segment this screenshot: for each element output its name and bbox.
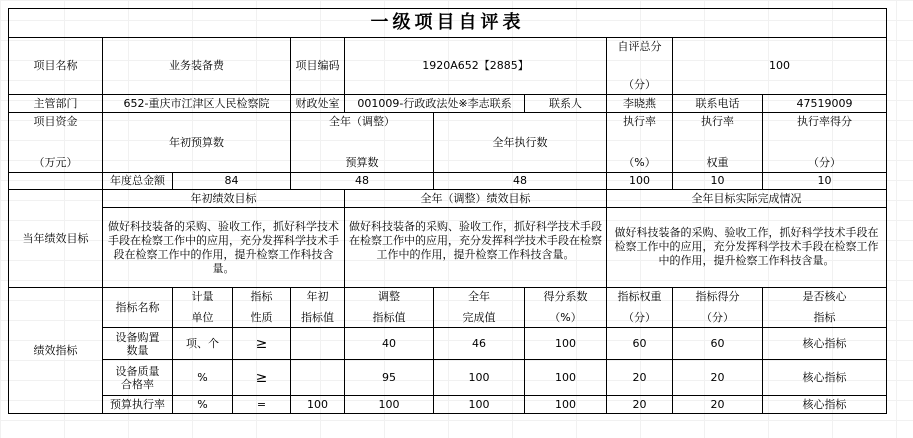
table-row-3-adjusted: 100 — [345, 396, 434, 414]
phone-value: 47519009 — [763, 95, 887, 113]
self-score-label — [607, 38, 673, 95]
table-row-2-initial — [291, 360, 345, 396]
initial-budget-header: 年初预算数 — [103, 113, 291, 173]
table-row-3-nature: = — [233, 396, 291, 414]
table-row-3-core: 核心指标 — [763, 396, 887, 414]
ind-header-core — [763, 288, 887, 328]
exec-score-value: 10 — [763, 173, 887, 190]
ind-header-core-bottom: 指标 — [813, 311, 836, 324]
exec-rate-value: 100 — [607, 173, 673, 190]
ind-header-score-top: 指标得分 — [695, 290, 740, 303]
table-row-1-core: 核心指标 — [763, 328, 887, 360]
table-row-3-weight: 20 — [607, 396, 673, 414]
table-row-1-initial — [291, 328, 345, 360]
table-row-2-name — [103, 360, 173, 396]
ind-header-actual-top: 全年 — [468, 290, 490, 303]
total-amount-label: 年度总金额 — [103, 173, 173, 190]
ind-header-nature — [233, 288, 291, 328]
funds-label-bottom: （万元） — [33, 156, 78, 169]
table-row-1-name-bottom: 数量 — [126, 343, 149, 357]
table-row-3-name — [103, 396, 173, 414]
ind-header-coef — [525, 288, 607, 328]
ind-header-unit — [173, 288, 233, 328]
adjusted-goals-text: 做好科技装备的采购、验收工作，抓好科学技术手段在检察工作中的应用，充分发挥科学技术手段在检察工作中的作用，提升检察工作科技含量。 — [345, 208, 607, 288]
table-row-3-initial: 100 — [291, 396, 345, 414]
table-row-3-actual: 100 — [434, 396, 525, 414]
actual-goals-text: 做好科技装备的采购、验收工作，抓好科学技术手段在检察工作中的应用，充分发挥科学技术手段在检察工作中的作用，提升检察工作科技含量。 — [607, 208, 887, 288]
contact-label: 联系人 — [525, 95, 607, 113]
indicators-label: 绩效指标 — [8, 288, 103, 414]
table-row-2-adjusted: 95 — [345, 360, 434, 396]
adjusted-budget-header-bottom: 预算数 — [345, 156, 379, 169]
ind-header-adjusted-bottom: 指标值 — [372, 311, 406, 324]
actual-goals-header: 全年目标实际完成情况 — [607, 190, 887, 208]
adjusted-budget-header — [291, 113, 434, 173]
adjusted-budget-value: 48 — [291, 173, 434, 190]
ind-header-actual — [434, 288, 525, 328]
table-row-2-weight: 20 — [607, 360, 673, 396]
initial-goals-text: 做好科技装备的采购、验收工作，抓好科学技术手段在检察工作中的应用，充分发挥科学技术手段在检察工作中的作用，提升检察工作科技含量。 — [103, 208, 345, 288]
ind-header-coef-bottom: （%） — [549, 311, 582, 324]
ind-header-initial-bottom: 指标值 — [301, 311, 334, 324]
ind-header-coef-top: 得分系数 — [543, 290, 588, 303]
table-row-3-name-top: 预算执行率 — [110, 397, 165, 411]
ind-header-unit-top: 计量 — [191, 290, 214, 303]
self-score-label-bottom: （分） — [623, 78, 656, 91]
table-row-1-actual: 46 — [434, 328, 525, 360]
finance-label: 财政处室 — [291, 95, 345, 113]
funds-empty-cell — [8, 173, 103, 190]
table-row-1-weight: 60 — [607, 328, 673, 360]
annual-goals-label: 当年绩效目标 — [8, 190, 103, 288]
exec-score-header-top: 执行率得分 — [797, 115, 852, 128]
finance-value: 001009-行政政法处※李志联系 — [345, 95, 525, 113]
dept-label: 主管部门 — [8, 95, 103, 113]
ind-header-core-top: 是否核心 — [802, 290, 847, 303]
self-score-value: 100 — [673, 38, 887, 95]
table-row-2-core: 核心指标 — [763, 360, 887, 396]
project-name-value: 业务装备费 — [103, 38, 291, 95]
ind-header-weight-top: 指标权重 — [617, 290, 662, 303]
initial-goals-header: 年初绩效目标 — [103, 190, 345, 208]
exec-rate-header-bottom: （%） — [623, 156, 656, 169]
executed-header: 全年执行数 — [434, 113, 607, 173]
exec-rate-header — [607, 113, 673, 173]
ind-header-initial-top: 年初 — [306, 290, 329, 303]
funds-label — [8, 113, 103, 173]
exec-rate-header-top: 执行率 — [623, 115, 656, 128]
table-row-1-coef: 100 — [525, 328, 607, 360]
table-row-1-score: 60 — [673, 328, 763, 360]
page-title: 一级项目自评表 — [8, 8, 887, 38]
ind-header-score — [673, 288, 763, 328]
exec-score-header — [763, 113, 887, 173]
table-row-1-unit: 项、个 — [173, 328, 233, 360]
ind-header-actual-bottom: 完成值 — [462, 311, 496, 324]
table-row-1-name-top: 设备购置 — [115, 330, 160, 344]
table-row-2-score: 20 — [673, 360, 763, 396]
table-row-2-name-top: 设备质量 — [115, 364, 160, 378]
table-row-1-name — [103, 328, 173, 360]
table-row-1-adjusted: 40 — [345, 328, 434, 360]
ind-header-adjusted-top: 调整 — [378, 290, 400, 303]
exec-score-header-bottom: （分） — [808, 156, 841, 169]
table-row-1-nature: ≥ — [233, 328, 291, 360]
exec-weight-header-top: 执行率 — [701, 115, 734, 128]
table-row-2-actual: 100 — [434, 360, 525, 396]
self-score-label-top: 自评总分 — [617, 40, 662, 53]
initial-budget-value: 84 — [173, 173, 291, 190]
table-row-3-coef: 100 — [525, 396, 607, 414]
ind-header-adjusted — [345, 288, 434, 328]
contact-value: 李晓燕 — [607, 95, 673, 113]
ind-header-unit-bottom: 单位 — [191, 311, 214, 324]
table-row-3-score: 20 — [673, 396, 763, 414]
exec-weight-value: 10 — [673, 173, 763, 190]
phone-label: 联系电话 — [673, 95, 763, 113]
executed-value: 48 — [434, 173, 607, 190]
ind-header-nature-top: 指标 — [250, 290, 273, 303]
table-row-2-nature: ≥ — [233, 360, 291, 396]
project-code-label: 项目编码 — [291, 38, 345, 95]
ind-header-score-bottom: （分） — [701, 311, 734, 324]
table-row-2-coef: 100 — [525, 360, 607, 396]
funds-label-top: 项目资金 — [33, 115, 78, 128]
table-row-2-unit: % — [173, 360, 233, 396]
table-row-2-name-bottom: 合格率 — [121, 377, 154, 391]
project-code-value: 1920A652【2885】 — [345, 38, 607, 95]
dept-value: 652-重庆市江津区人民检察院 — [103, 95, 291, 113]
table-row-3-unit: % — [173, 396, 233, 414]
ind-header-weight — [607, 288, 673, 328]
ind-header-initial — [291, 288, 345, 328]
adjusted-budget-header-top: 全年（调整） — [329, 115, 395, 128]
exec-weight-header-bottom: 权重 — [706, 156, 729, 169]
ind-header-name: 指标名称 — [103, 288, 173, 328]
ind-header-weight-bottom: （分） — [623, 311, 656, 324]
exec-weight-header — [673, 113, 763, 173]
project-name-label: 项目名称 — [8, 38, 103, 95]
ind-header-nature-bottom: 性质 — [250, 311, 273, 324]
adjusted-goals-header: 全年（调整）绩效目标 — [345, 190, 607, 208]
